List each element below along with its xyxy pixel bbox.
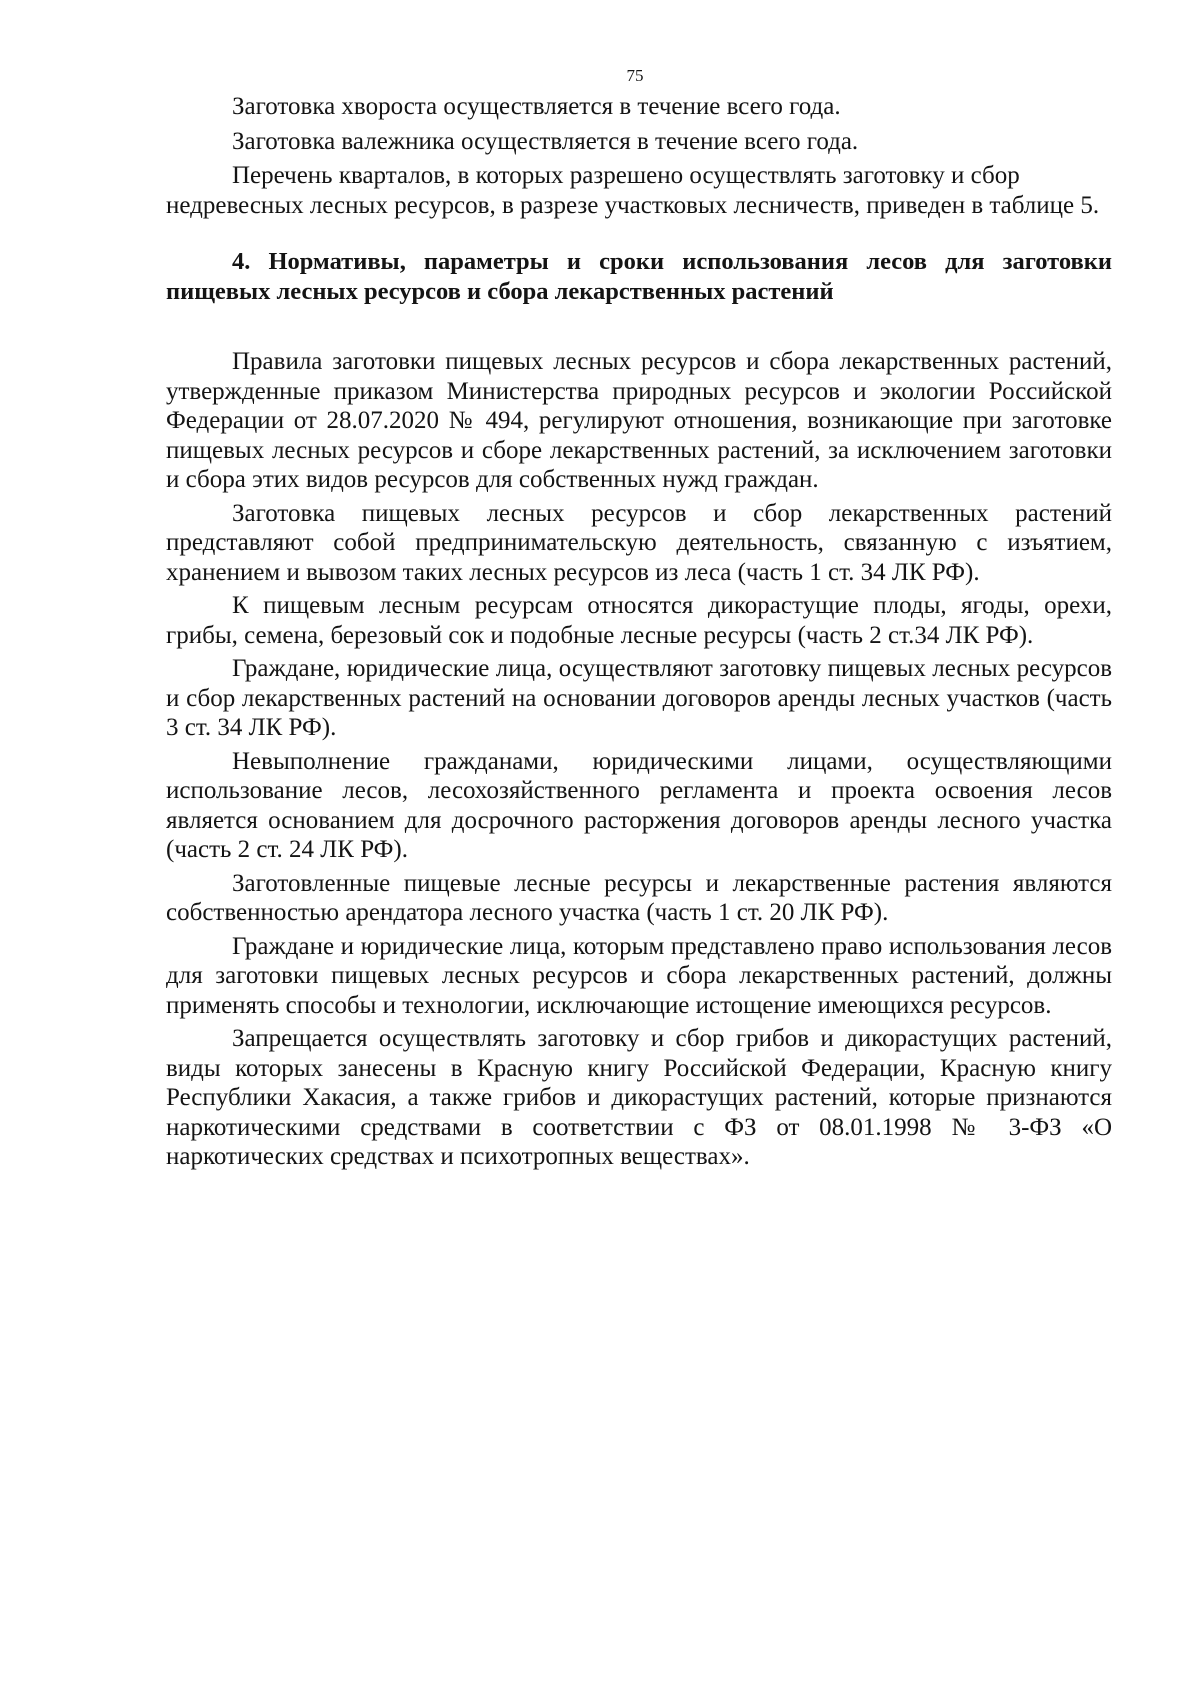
document-body [166,92,1112,1176]
section-paragraph: Граждане, юридические лица, осуществляют заготовку пищевых лесных ресурсов и сбор лекарственных растений на основании договоров аренды лесных участков (часть 3 ст. 34 ЛК РФ). [166,655,1112,741]
section-paragraph: Правила заготовки пищевых лесных ресурсов и сбора лекарственных растений, утвержденные приказом Министерства природных ресурсов и экологии Российской Федерации от 28.07.2020 № 494, регулируют отношения, возникающие при заготовке пищевых лесных ресурсов и сборе лекарственных растений, за исключением заготовки и сбора этих видов ресурсов для собственных нужд граждан. [166,348,1112,493]
intro-paragraph-deadwood: Заготовка валежника осуществляется в течение всего года. [232,127,859,155]
section-paragraph: Граждане и юридические лица, которым представлено право использования лесов для заготовки пищевых лесных ресурсов и сбора лекарственных растений, должны применять способы и технологии, исключающие истощение имеющихся ресурсов. [166,932,1112,1019]
section-paragraph: Заготовленные пищевые лесные ресурсы и лекарственные растения являются собственностью арендатора лесного участка (часть 1 ст. 20 ЛК РФ). [166,869,1112,926]
section-paragraph: Запрещается осуществлять заготовку и сбор грибов и дикорастущих растений, виды которых занесены в Красную книгу Российской Федерации, Красную книгу Республики Хакасия, а также грибов и дикорастущих растений, которые признаются наркотическими средствами в соответствии с ФЗ от 08.01.1998 № 3-ФЗ «О наркотических средствах и психотропных веществах». [166,1025,1112,1170]
section-paragraph: Заготовка пищевых лесных ресурсов и сбор лекарственных растений представляют собой предпринимательскую деятельность, связанную с изъятием, хранением и вывозом таких лесных ресурсов из леса (часть 1 ст. 34 ЛК РФ). [166,499,1112,586]
page-number: 75 [626,66,644,85]
section-body [166,347,1112,1172]
section-paragraph: К пищевым лесным ресурсам относятся дикорастущие плоды, ягоды, орехи, грибы, семена, березовый сок и подобные лесные ресурсы (часть 2 ст.34 ЛК РФ). [166,592,1112,649]
section-paragraph: Невыполнение гражданами, юридическими лицами, осуществляющими использование лесов, лесохозяйственного регламента и проекта освоения лесов является основанием для досрочного расторжения договоров аренды лесного участка (часть 2 ст. 24 ЛК РФ). [166,747,1112,863]
intro-paragraph-brushwood: Заготовка хвороста осуществляется в течение всего года. [232,93,841,120]
section-heading: 4. Нормативы, параметры и сроки использования лесов для заготовки пищевых лесных ресурсов и сбора лекарственных растений [166,248,1112,305]
intro-paragraph-quarters-list: Перечень кварталов, в которых разрешено осуществлять заготовку и сбор недревесных лесных ресурсов, в разрезе участковых лесничеств, приведен в таблице 5. [166,162,1100,219]
